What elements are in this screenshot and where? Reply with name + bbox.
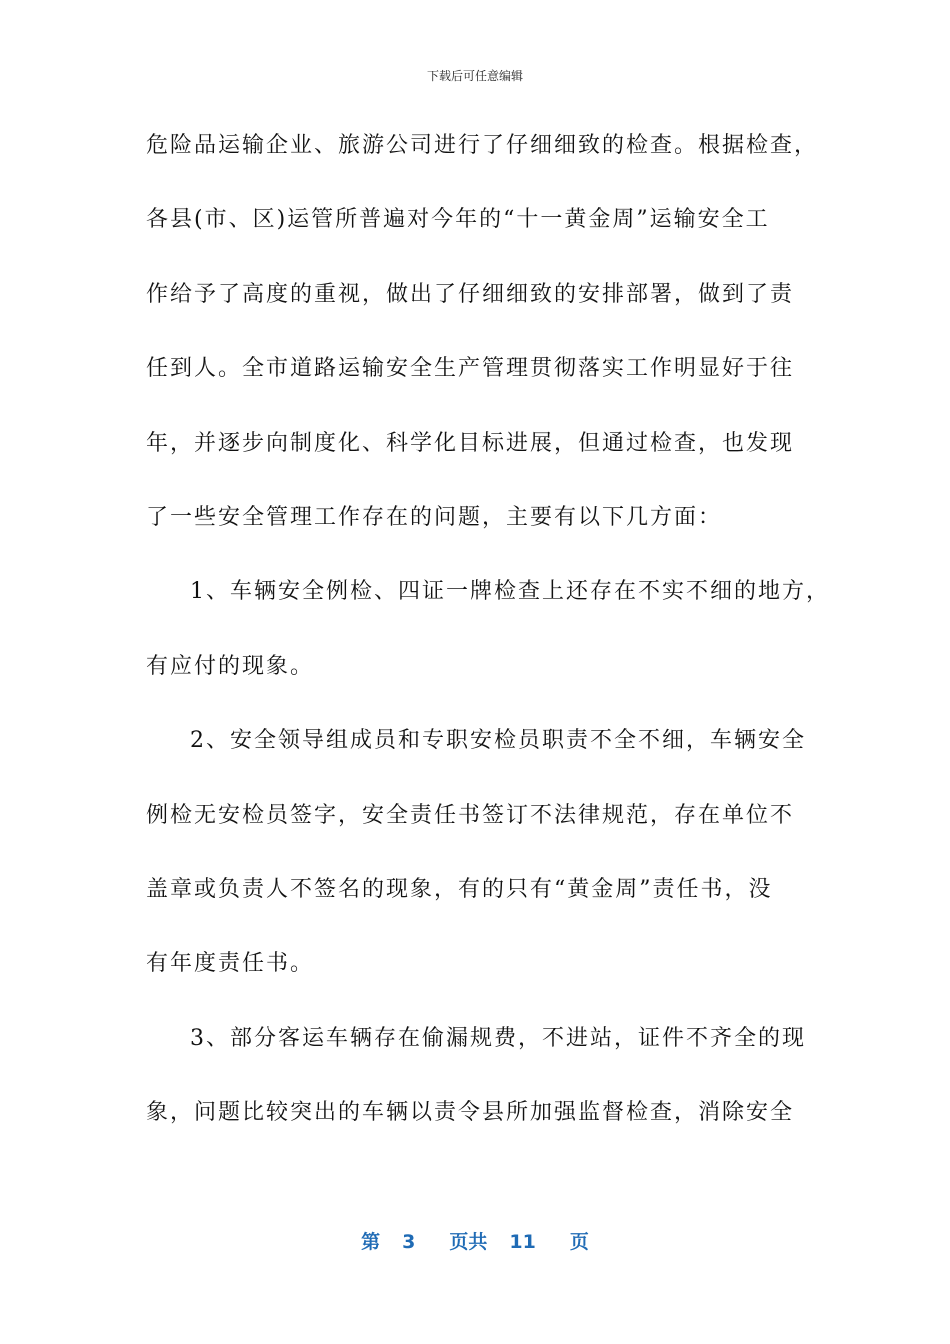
text-line: 年，并逐步向制度化、科学化目标进展，但通过检查，也发现 (146, 430, 795, 456)
page-footer (0, 1227, 950, 1254)
text-line: 盖章或负责人不签名的现象，有的只有“黄金周”责任书，没 (146, 876, 773, 902)
text-line: 有年度责任书。 (146, 951, 315, 977)
text-line-item-1: 1、车辆安全例检、四证一牌检查上还存在不实不细的地方， (190, 579, 830, 605)
document-body (146, 124, 830, 1165)
text-line: 有应付的现象。 (146, 653, 315, 679)
text-line: 例检无安检员签字，安全责任书签订不法律规范，存在单位不 (146, 802, 795, 828)
text-line: 危险品运输企业、旅游公司进行了仔细细致的检查。根据检查， (146, 133, 819, 158)
footer-total-pages: 11 (509, 1231, 536, 1253)
text-line: 各县(市、区)运管所普遍对今年的“十一黄金周”运输安全工 (146, 207, 770, 233)
text-line-item-3: 3、部分客运车辆存在偷漏规费，不进站，证件不齐全的现 (190, 1025, 806, 1051)
footer-prefix: 第 (361, 1231, 381, 1253)
text-line: 任到人。全市道路运输安全生产管理贯彻落实工作明显好于往 (146, 356, 795, 382)
text-line: 了一些安全管理工作存在的问题，主要有以下几方面： (146, 504, 723, 530)
footer-suffix: 页 (569, 1231, 589, 1253)
footer-middle: 页共 (449, 1231, 488, 1253)
text-line: 作给予了高度的重视，做出了仔细细致的安排部署，做到了责 (146, 281, 795, 307)
text-line-item-2: 2、安全领导组成员和专职安检员职责不全不细，车辆安全 (190, 728, 806, 754)
text-line: 象，问题比较突出的车辆以责令县所加强监督检查，消除安全 (146, 1100, 795, 1126)
header-note: 下载后可任意编辑 (426, 69, 523, 83)
footer-page-number: 3 (402, 1231, 416, 1253)
